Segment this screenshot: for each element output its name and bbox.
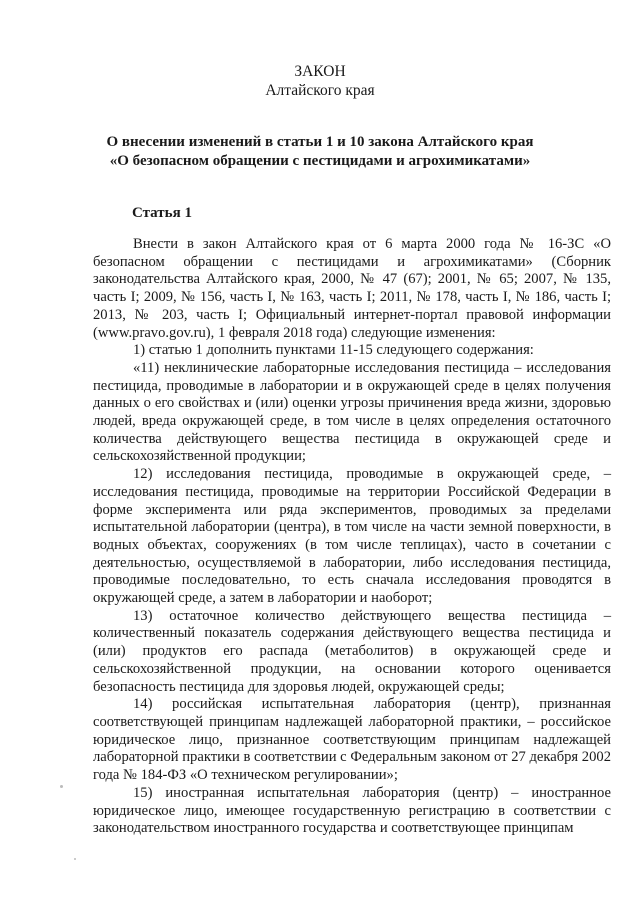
scan-speck [74, 858, 76, 860]
title-line-2: «О безопасном обращении с пестицидами и агрохимикатами» [109, 153, 531, 169]
document-title [0, 133, 640, 171]
title-line-1: О внесении изменений в статьи 1 и 10 закона Алтайского края [106, 134, 534, 150]
scan-speck [60, 785, 63, 788]
paragraph-intro: Внести в закон Алтайского края от 6 марта 2000 года № 16-ЗС «О безопасном обращении с пестицидами и агрохимикатами» (Сборник законодательства Алтайского края, 2000, № 47 (67); 2001, № 65; 2007, № 135, часть I; 2009, № 156, часть I, № 163, часть I; 2011, № 178, часть I, № 186, часть I; 2013, № 203, часть I; Официальный интернет-портал правовой информации (www.pravo.gov.ru), 1 февраля 2018 года) следующие изменения: [93, 236, 611, 341]
law-header [0, 62, 640, 100]
article-body [93, 236, 611, 838]
paragraph-item-14: 14) российская испытательная лаборатория (центр), признанная соответствующей принципам надлежащей лабораторной практики, – российское юридическое лицо, признанное соответствующим принципам надлежащей лабораторной практики в соответствии с Федеральным законом от 27 декабря 2002 года № 184-ФЗ «О техническом регулировании»; [93, 696, 611, 784]
paragraph-item-15: 15) иностранная испытательная лаборатория (центр) – иностранное юридическое лицо, имеющее государственную регистрацию в соответствии с законодательством иностранного государства и соответствующее принципам [93, 784, 611, 837]
paragraph-item-12: 12) исследования пестицида, проводимые в окружающей среде, – исследования пестицида, проводимые на территории Российской Федерации в форме эксперимента или ряда экспериментов, проводимых за пределами испытательной лаборатории (центра), в том числе на части земной поверхности, в водных объектах, сооружениях (в том числе теплицах), часто в сочетании с деятельностью, осуществляемой в лаборатории, либо исследования пестицида, проводимые последовательно, то есть сначала исследования проводятся в окружающей среде, а затем в лаборатории и наоборот; [93, 466, 611, 607]
region-label: Алтайского края [265, 82, 375, 99]
paragraph-item-11: «11) неклинические лабораторные исследования пестицида – исследования пестицида, проводимые в лаборатории и в окружающей среде в целях получения данных о его свойствах и (или) оценки угрозы причинения вреда жизни, здоровью людей, вреда окружающей среде, в том числе в целях определения остаточного количества действующего вещества пестицида в окружающей среде и сельскохозяйственной продукции; [93, 359, 611, 465]
paragraph-item-13: 13) остаточное количество действующего вещества пестицида – количественный показатель содержания действующего вещества пестицида и (или) продуктов его распада (метаболитов) в окружающей среде и сельскохозяйственной продукции, на основании которого оценивается безопасность пестицида для здоровья людей, окружающей среды; [93, 607, 611, 695]
law-label: ЗАКОН [294, 63, 346, 80]
article-heading: Статья 1 [132, 205, 192, 221]
paragraph-item-1: 1) статью 1 дополнить пунктами 11-15 следующего содержания: [133, 342, 534, 359]
